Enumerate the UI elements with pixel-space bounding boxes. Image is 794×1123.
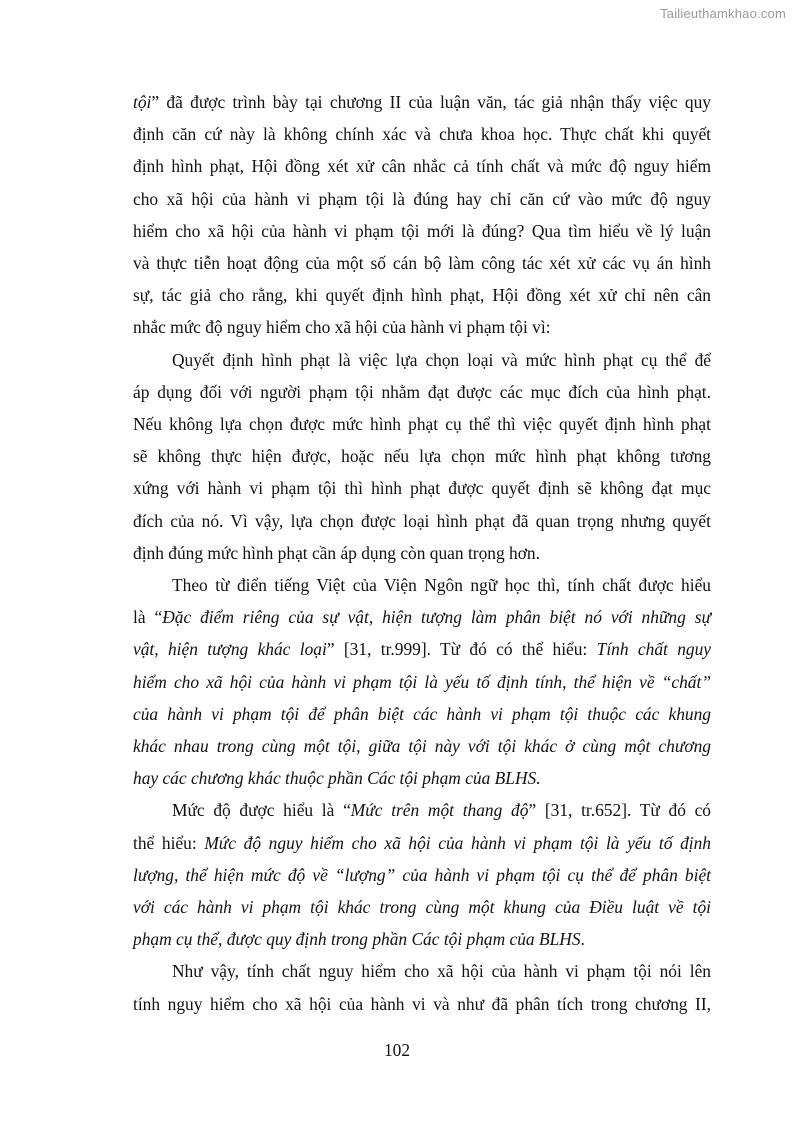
text-line (133, 859, 711, 891)
watermark: Tailieuthamkhao.com (660, 6, 786, 21)
italic-text: lượng, thể hiện mức độ về “lượng” của hành vi phạm tội cụ thể để phân biệt (133, 864, 711, 885)
italic-text: Tính chất nguy (596, 639, 711, 660)
text-line: định căn cứ này là không chính xác và chưa khoa học. Thực chất khi quyết (133, 124, 711, 145)
text-line: hiểm cho xã hội của hành vi phạm tội mới là đúng? Qua tìm hiểu về lý luận (133, 220, 711, 241)
italic-text: tội (133, 92, 152, 112)
text-line: xứng với hành vi phạm tội thì hình phạt được quyết định sẽ không đạt mục (133, 478, 711, 499)
italic-text: với các hành vi phạm tội khác trong cùng một khung của Điều luật về tội (133, 897, 711, 918)
text-span: Mức độ được hiểu là “ (172, 800, 351, 821)
text-line: áp dụng đối với người phạm tội nhằm đạt được các mục đích của hình phạt. (133, 381, 711, 402)
text-line: sẽ không thực hiện được, hoặc nếu lựa chọn mức hình phạt không tương (133, 446, 711, 467)
italic-text: vật, hiện tượng khác loại (133, 639, 327, 660)
paragraph-2 (133, 344, 711, 569)
italic-text: hay các chương khác thuộc phần Các tội phạm của BLHS. (133, 768, 541, 789)
italic-text: của hành vi phạm tội để phân biệt các hành vi phạm tội thuộc các khung (133, 703, 711, 724)
text-span: . (580, 929, 585, 950)
text-span: ” đã được trình bày tại chương II của luận văn, tác giả nhận thấy việc quy (151, 92, 711, 112)
text-line (133, 891, 711, 923)
page-number: 102 (383, 1040, 411, 1060)
text-line (133, 827, 711, 859)
text-line: nhắc mức độ nguy hiểm cho xã hội của hành vi phạm tội vì: (133, 317, 551, 338)
text-line: Như vậy, tính chất nguy hiểm cho xã hội của hành vi phạm tội nói lên (172, 961, 711, 982)
text-line: Quyết định hình phạt là việc lựa chọn loại và mức hình phạt cụ thể để (172, 349, 711, 370)
text-line (133, 86, 711, 118)
page-body (133, 86, 711, 1020)
text-line (133, 762, 711, 794)
paragraph-5 (133, 955, 711, 1019)
text-span: ” [31, tr.652]. Từ đó có (528, 800, 712, 821)
text-span: ” [31, tr.999]. Từ đó có thể hiểu: (326, 639, 597, 660)
text-line: định hình phạt, Hội đồng xét xử cân nhắc cả tính chất và mức độ nguy hiểm (133, 156, 711, 177)
text-line: tính nguy hiểm cho xã hội của hành vi và như đã phân tích trong chương II, (133, 993, 711, 1014)
text-line: Theo từ điển tiếng Việt của Viện Ngôn ngữ học thì, tính chất được hiểu (172, 575, 711, 596)
paragraph-1 (133, 86, 711, 344)
text-line (133, 730, 711, 762)
text-line (133, 633, 711, 665)
italic-text: phạm cụ thể, được quy định trong phần Các tội phạm của BLHS (133, 929, 581, 950)
text-line (133, 601, 711, 633)
text-line (133, 794, 711, 826)
italic-text: Mức trên một thang độ (350, 800, 529, 821)
paragraph-3 (133, 569, 711, 794)
text-line: định đúng mức hình phạt cần áp dụng còn quan trọng hơn. (133, 542, 540, 563)
text-line (133, 923, 711, 955)
text-line: sự, tác giả cho rằng, khi quyết định hình phạt, Hội đồng xét xử chỉ nên cân (133, 285, 711, 306)
italic-text: Đặc điểm riêng của sự vật, hiện tượng làm phân biệt nó với những sự (162, 607, 711, 628)
text-line (133, 698, 711, 730)
italic-text: khác nhau trong cùng một tội, giữa tội này với tội khác ở cùng một chương (133, 736, 711, 757)
text-line: Nếu không lựa chọn được mức hình phạt cụ thể thì việc quyết định hình phạt (133, 414, 711, 435)
italic-text: hiểm cho xã hội của hành vi phạm tội là yếu tố định tính, thể hiện về “chất” (133, 671, 711, 692)
text-line: và thực tiễn hoạt động của một số cán bộ làm công tác xét xử các vụ án hình (133, 253, 711, 274)
paragraph-4 (133, 794, 711, 955)
text-span: là “ (133, 607, 163, 628)
italic-text: Mức độ nguy hiểm cho xã hội của hành vi phạm tội là yếu tố định (204, 832, 711, 853)
text-span: thể hiểu: (133, 832, 205, 853)
text-line: đích của nó. Vì vậy, lựa chọn được loại hình phạt đã quan trọng nhưng quyết (133, 510, 711, 531)
text-line (133, 666, 711, 698)
text-line: cho xã hội của hành vi phạm tội là đúng hay chỉ căn cứ vào mức độ nguy (133, 188, 711, 209)
